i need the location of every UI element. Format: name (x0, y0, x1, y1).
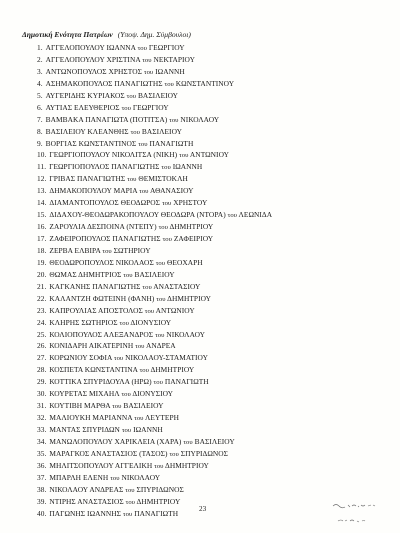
relation-word: του (179, 152, 189, 160)
list-item (37, 66, 272, 78)
candidate-name: ΘΩΜΑΣ ΔΗΜΗΤΡΙΟΣ (49, 269, 122, 279)
relation-word: του (121, 104, 131, 112)
parent-name: ΒΑΣΙΛΕΙΟΥ (123, 401, 164, 411)
item-number: 10. (37, 150, 47, 160)
candidate-name: ΜΗΛΙΤΣΟΠΟΥΛΟΥ ΑΓΓΕΛΙΚΗ (49, 460, 153, 470)
list-item (37, 340, 272, 352)
list-item (37, 436, 272, 448)
item-number: 21. (37, 281, 47, 291)
relation-word: του (138, 140, 148, 148)
list-item (37, 496, 272, 508)
item-number: 18. (37, 245, 47, 255)
item-number: 4. (37, 78, 43, 88)
parent-name: ΑΝΑΣΤΑΣΙΟΥ (153, 281, 201, 291)
relation-word: του (161, 164, 171, 172)
relation-word: του (134, 415, 144, 423)
list-item (37, 126, 272, 138)
list-item (37, 245, 272, 257)
parent-name: ΔΗΜΗΤΡΙΟΥ (136, 496, 181, 506)
candidate-name: ΑΝΤΩΝΟΠΟΥΛΟΣ ΧΡΗΣΤΟΣ (45, 66, 142, 76)
item-number: 23. (37, 305, 47, 315)
item-number: 38. (37, 484, 47, 494)
relation-word: του (110, 474, 120, 482)
item-number: 12. (37, 174, 47, 184)
relation-word: του (144, 307, 155, 315)
parent-name: ΝΙΚΟΛΑΟΥ-ΣΤΑΜΑΤΙΟΥ (125, 353, 208, 363)
item-number: 33. (37, 425, 47, 434)
item-number: 14. (37, 198, 47, 208)
candidate-name: ΚΟΤΤΙΚΑ ΣΠΥΡΙΔΟΥΛΑ (ΗΡΩ) (49, 377, 152, 387)
candidate-name: ΖΑΦΕΙΡΟΠΟΥΛΟΣ ΠΑΝΑΓΙΩΤΗΣ (49, 234, 161, 243)
list-item (37, 281, 272, 293)
list-item (37, 42, 272, 54)
section-heading (22, 30, 191, 39)
item-number: 15. (37, 210, 47, 220)
parent-name: ΙΩΑΝΝΗ (172, 162, 203, 172)
list-item (37, 221, 272, 233)
list-item (37, 102, 272, 114)
parent-name: ΔΙΟΝΥΣΙΟΥ (132, 389, 174, 399)
item-number: 8. (37, 126, 43, 136)
item-number: 20. (37, 269, 47, 279)
candidate-name: ΘΕΟΔΩΡΟΠΟΥΛΟΣ ΝΙΚΟΛΑΟΣ (49, 257, 154, 267)
item-number: 5. (37, 90, 43, 100)
candidate-name: ΚΟΛΙΟΠΟΥΛΟΣ ΑΛΕΞΑΝΔΡΟΣ (49, 329, 154, 339)
list-item (37, 352, 272, 364)
candidate-name: ΚΑΛΑΝΤΖΗ ΦΩΤΕΙΝΗ (ΦΑΝΗ) (49, 293, 155, 303)
relation-word: του (130, 128, 140, 136)
item-number: 3. (37, 66, 43, 76)
candidate-list (37, 42, 272, 520)
item-number: 19. (37, 257, 47, 267)
relation-word: του (162, 236, 172, 243)
item-number: 24. (37, 317, 47, 327)
relation-word: του (155, 259, 166, 267)
item-number: 39. (37, 496, 47, 506)
parent-name: ΝΙΚΟΛΑΟΥ (166, 329, 206, 339)
candidate-name: ΚΟΣΠΕΤΑ ΚΩΝΣΤΑΝΤΙΝΑ (49, 365, 138, 375)
candidate-name: ΔΙΑΜΑΝΤΟΠΟΥΛΟΣ ΘΕΟΔΩΡΟΣ (49, 198, 161, 208)
candidate-name: ΓΡΙΒΑΣ ΠΑΝΑΓΙΩΤΗΣ (49, 174, 126, 184)
parent-name: ΑΝΔΡΕΑ (146, 341, 176, 351)
list-item (37, 149, 272, 161)
item-number: 25. (37, 329, 47, 339)
parent-name: ΝΙΚΟΛΑΟΥ (180, 114, 220, 124)
list-item (37, 269, 272, 281)
candidate-name: ΚΟΝΙΔΑΡΗ ΑΙΚΑΤΕΡΙΝΗ (49, 341, 134, 351)
list-item (37, 114, 272, 126)
relation-word: του (112, 403, 122, 411)
list-item (37, 317, 272, 329)
candidate-name: ΒΑΜΒΑΚΑ ΠΑΝΑΓΙΩΤΑ (ΠΟΤΙΤΣΑ) (45, 114, 168, 124)
list-item (37, 305, 272, 317)
relation-word: του (126, 92, 137, 100)
list-item (37, 78, 272, 90)
candidate-name: ΝΤΙΡΗΣ ΑΝΑΣΤΑΣΙΟΣ (49, 496, 124, 506)
parent-name: ΖΑΦΕΙΡΙΟΥ (173, 234, 214, 243)
relation-word: του (164, 80, 174, 88)
list-item (37, 209, 272, 221)
item-number: 28. (37, 365, 47, 375)
parent-name: ΣΩΤΗΡΙΟΥ (113, 245, 151, 255)
item-number: 22. (37, 293, 47, 303)
list-item (37, 412, 272, 424)
candidate-name: ΚΑΠΡΟΥΛΙΑΣ ΑΠΟΣΤΟΛΟΣ (49, 305, 143, 315)
parent-name: ΠΑΝΑΓΙΩΤΗ (149, 138, 194, 148)
relation-word: του (155, 331, 165, 339)
list-item (37, 376, 272, 388)
relation-word: του (142, 56, 152, 64)
relation-word: του (153, 379, 163, 387)
list-item (37, 388, 272, 400)
item-number: 16. (37, 222, 47, 232)
item-number: 11. (37, 162, 47, 172)
item-number: 29. (37, 377, 47, 387)
list-item (37, 508, 272, 520)
item-number: 2. (37, 54, 43, 64)
candidate-name: ΔΙΔΑΧΟΥ-ΘΕΟΔΩΡΑΚΟΠΟΥΛΟΥ ΘΕΟΔΩΡΑ (ΝΤΟΡΑ) (49, 210, 226, 220)
list-item (37, 257, 272, 269)
candidate-name: ΑΥΤΙΑΣ ΕΛΕΥΘΕΡΙΟΣ (45, 102, 120, 112)
page-number: 23 (199, 505, 207, 513)
list-item (37, 185, 272, 197)
list-item (37, 197, 272, 209)
relation-word: του (169, 116, 179, 124)
parent-name: ΒΑΣΙΛΕΙΟΥ (134, 269, 175, 279)
item-number: 36. (37, 460, 47, 470)
list-item (37, 329, 272, 341)
relation-word: του (125, 498, 135, 506)
municipal-unit-title: Δημοτική Ενότητα Πατρέων (22, 30, 113, 39)
list-item (37, 448, 272, 460)
relation-word: του (102, 247, 112, 255)
parent-name: ΔΗΜΗΤΡΙΟΥ (169, 222, 214, 232)
list-item (37, 173, 272, 185)
relation-word: του (139, 367, 149, 375)
list-item (37, 364, 272, 376)
relation-word: του (137, 45, 147, 52)
list-item (37, 484, 272, 496)
relation-word: του (122, 510, 133, 518)
list-item (37, 90, 272, 102)
candidate-name: ΑΓΓΕΛΟΠΟΥΛΟΥ ΙΩΑΝΝΑ (45, 43, 136, 52)
item-number: 26. (37, 341, 47, 351)
candidate-name: ΑΣΗΜΑΚΟΠΟΥΛΟΣ ΠΑΝΑΓΙΩΤΗΣ (45, 78, 163, 88)
list-item (37, 424, 272, 436)
parent-name: ΒΑΣΙΛΕΙΟΥ (141, 126, 182, 136)
candidate-name: ΚΟΡΩΝΙΟΥ ΣΟΦΙΑ (49, 353, 112, 363)
parent-name: ΛΕΥΤΕΡΗ (145, 413, 180, 423)
candidate-name: ΜΑΛΙΟΥΚΗ ΜΑΡΙΑΝΝΑ (49, 413, 133, 423)
parent-name: ΒΑΣΙΛΕΙΟΥ (194, 436, 235, 446)
relation-word: του (121, 427, 132, 434)
relation-word: του (139, 188, 149, 196)
candidate-name: ΚΟΥΡΕΤΑΣ ΜΙΧΑΗΛ (49, 389, 120, 399)
parent-name: ΔΗΜΗΤΡΙΟΥ (150, 365, 195, 375)
item-number: 31. (37, 401, 47, 411)
candidate-name: ΚΟΥΤΙΒΗ ΜΑΡΘΑ (49, 401, 111, 411)
parent-name: ΙΩΑΝΝΗ (155, 66, 185, 76)
candidate-name: ΖΑΡΟΥΛΙΑ ΔΕΣΠΟΙΝΑ (ΝΤΕΠΥ) (49, 222, 157, 232)
candidate-name: ΖΕΡΒΑ ΕΛΒΙΡΑ (49, 245, 101, 255)
list-item (37, 54, 272, 66)
parent-name: ΑΝΤΩΝΙΟΥ (155, 305, 195, 315)
relation-word: του (156, 295, 166, 303)
candidate-name: ΜΑΡΑΓΚΟΣ ΑΝΑΣΤΑΣΙΟΣ (ΤΑΣΟΣ) (49, 448, 168, 458)
relation-word: του (127, 176, 137, 184)
candidate-name: ΝΙΚΟΛΑΟΥ ΑΝΔΡΕΑΣ (49, 484, 124, 494)
item-number: 34. (37, 436, 47, 446)
parent-name: ΚΩΝΣΤΑΝΤΙΝΟΥ (175, 78, 235, 88)
list-item (37, 233, 272, 245)
relation-word: του (125, 486, 135, 494)
parent-name: ΒΑΣΙΛΕΙΟΥ (137, 90, 179, 100)
parent-name: ΑΝΤΩΝΙΟΥ (189, 150, 229, 160)
item-number: 7. (37, 114, 43, 124)
list-item (37, 161, 272, 173)
parent-name: ΛΕΩΝΙΔΑ (238, 210, 273, 220)
candidate-name: ΔΗΜΑΚΟΠΟΥΛΟΥ ΜΑΡΙΑ (49, 186, 138, 196)
relation-word: του (143, 68, 154, 76)
parent-name: ΝΕΚΤΑΡΙΟΥ (153, 54, 195, 64)
relation-word: του (183, 438, 193, 446)
parent-name: ΔΗΜΗΤΡΙΟΥ (165, 460, 209, 470)
list-item (37, 138, 272, 150)
list-item (37, 400, 272, 412)
parent-name: ΑΘΑΝΑΣΙΟΥ (150, 186, 194, 196)
item-number: 6. (37, 102, 43, 112)
relation-word: του (123, 271, 133, 279)
list-item (37, 293, 272, 305)
candidate-name: ΑΓΓΕΛΟΠΟΥΛΟΥ ΧΡΙΣΤΙΝΑ (45, 54, 141, 64)
item-number: 9. (37, 138, 43, 148)
item-number: 27. (37, 353, 47, 363)
item-number: 13. (37, 186, 47, 196)
item-number: 30. (37, 389, 47, 399)
candidate-name: ΚΑΓΚΑΝΗΣ ΠΑΝΑΓΙΩΤΗΣ (49, 281, 141, 291)
relation-word: του (113, 355, 124, 363)
parent-name: ΧΡΗΣΤΟΥ (173, 198, 208, 208)
item-number: 17. (37, 234, 47, 243)
relation-word: του (227, 212, 237, 220)
parent-name: ΔΗΜΗΤΡΙΟΥ (167, 293, 211, 303)
relation-word: του (154, 462, 164, 470)
item-number: 40. (37, 508, 47, 518)
candidate-name: ΒΑΣΙΛΕΙΟΥ ΚΛΕΑΝΘΗΣ (45, 126, 129, 136)
candidate-name: ΚΛΗΡΗΣ ΣΩΤΗΡΙΟΣ (49, 317, 118, 327)
parent-name: ΠΑΝΑΓΙΩΤΗ (164, 377, 209, 387)
parent-name: ΙΩΑΝΝΗ (133, 425, 163, 434)
item-number: 1. (37, 43, 43, 52)
candidate-name: ΓΕΩΡΓΙΟΠΟΥΛΟΣ ΠΑΝΑΓΙΩΤΗΣ (49, 162, 160, 172)
parent-name: ΣΠΥΡΙΔΩΝΟΣ (136, 484, 184, 494)
list-item (37, 472, 272, 484)
candidate-name: ΜΑΝΩΛΟΠΟΥΛΟΥ ΧΑΡΙΚΛΕΙΑ (ΧΑΡΑ) (49, 436, 182, 446)
parent-name: ΠΑΝΑΓΙΩΤΗ (134, 508, 179, 518)
item-number: 37. (37, 472, 47, 482)
candidate-name: ΑΥΓΕΡΙΔΗΣ ΚΥΡΙΑΚΟΣ (45, 90, 125, 100)
candidate-name: ΜΑΝΤΑΣ ΣΠΥΡΙΔΩΝ (49, 425, 120, 434)
relation-word: του (161, 200, 172, 208)
relation-word: του (158, 224, 168, 232)
candidate-type-subtitle: (Υποψ. Δημ. Σύμβουλοι) (117, 30, 191, 39)
candidate-name: ΒΟΡΓΙΑΣ ΚΩΝΣΤΑΝΤΙΝΟΣ (45, 138, 137, 148)
candidate-name: ΠΑΓΩΝΗΣ ΙΩΑΝΝΗΣ (49, 508, 122, 518)
handwritten-signature (330, 497, 380, 527)
relation-word: του (121, 391, 131, 399)
parent-name: ΘΕΟΧΑΡΗ (167, 257, 203, 267)
list-item (37, 460, 272, 472)
candidate-name: ΓΕΩΡΓΙΟΠΟΥΛΟΥ ΝΙΚΟΛΙΤΣΑ (ΝΙΚΗ) (49, 150, 178, 160)
parent-name: ΘΕΜΙΣΤΟΚΛΗ (138, 174, 188, 184)
item-number: 35. (37, 448, 47, 458)
parent-name: ΔΙΟΝΥΣΙΟΥ (130, 317, 172, 327)
relation-word: του (135, 343, 145, 351)
parent-name: ΝΙΚΟΛΑΟΥ (121, 472, 161, 482)
parent-name: ΓΕΩΡΓΙΟΥ (148, 43, 185, 52)
parent-name: ΣΠΥΡΙΔΩΝΟΣ (180, 448, 229, 458)
item-number: 32. (37, 413, 47, 423)
relation-word: του (142, 283, 152, 291)
relation-word: του (119, 319, 129, 327)
relation-word: του (169, 450, 179, 458)
parent-name: ΓΕΩΡΓΙΟΥ (132, 102, 169, 112)
candidate-name: ΜΠΑΡΛΗ ΕΛΕΝΗ (49, 472, 109, 482)
